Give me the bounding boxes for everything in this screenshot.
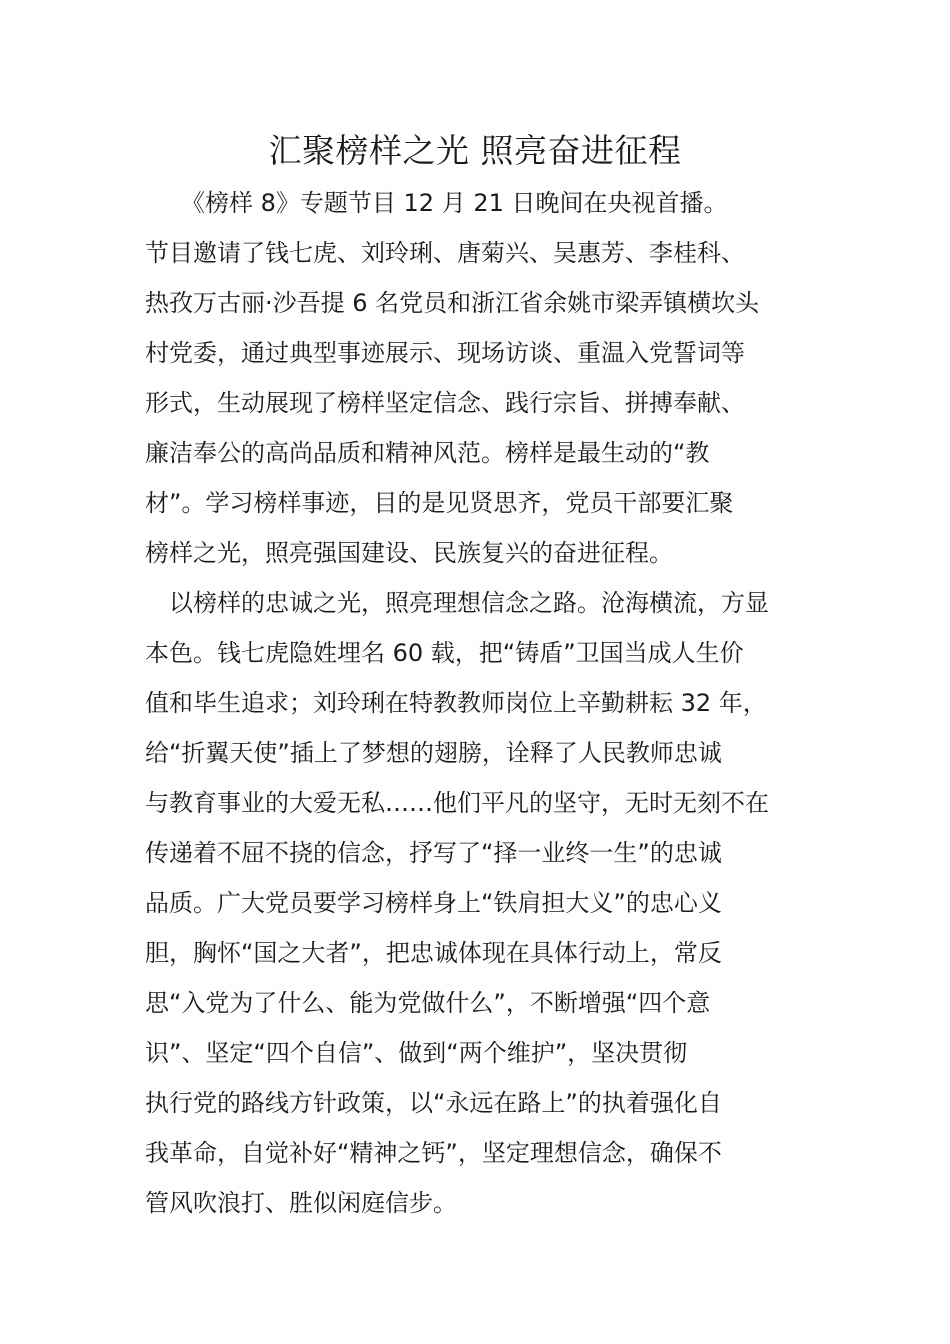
text-line: 我革命，自觉补好“精神之钙”，坚定理想信念，确保不 [145,1139,722,1167]
text-line: 热孜万古丽·沙吾提 6 名党员和浙江省余姚市梁弄镇横坎头 [145,289,760,317]
text-line: 节目邀请了钱七虎、刘玲琍、唐菊兴、吴惠芳、李桂科、 [145,239,745,267]
text-line: 材”。学习榜样事迹，目的是见贤思齐，党员干部要汇聚 [145,489,734,517]
text-line: 本色。钱七虎隐姓埋名 60 载，把“铸盾”卫国当成人生价 [145,639,744,667]
text-line: 给“折翼天使”插上了梦想的翅膀，诠释了人民教师忠诚 [145,739,722,767]
text-line: 榜样之光，照亮强国建设、民族复兴的奋进征程。 [145,539,673,567]
text-line: 《榜样 8》专题节目 12 月 21 日晚间在央视首播。 [145,189,728,217]
text-line: 思“入党为了什么、能为党做什么”，不断增强“四个意 [145,989,711,1017]
text-line: 品质。广大党员要学习榜样身上“铁肩担大义”的忠心义 [145,889,722,917]
text-line: 传递着不屈不挠的信念，抒写了“择一业终一生”的忠诚 [145,839,722,867]
document-body [145,178,825,1228]
text-line: 以榜样的忠诚之光，照亮理想信念之路。沧海横流，方显 [145,589,769,617]
text-line: 胆，胸怀“国之大者”，把忠诚体现在具体行动上，常反 [145,939,722,967]
document-title: 汇聚榜样之光 照亮奋进征程 [268,131,682,170]
text-line: 廉洁奉公的高尚品质和精神风范。榜样是最生动的“教 [145,439,710,467]
text-line: 形式，生动展现了榜样坚定信念、践行宗旨、拼搏奉献、 [145,389,745,417]
text-line: 村党委，通过典型事迹展示、现场访谈、重温入党誓词等 [145,339,745,367]
text-line: 识”、坚定“四个自信”、做到“两个维护”，坚决贯彻 [145,1039,688,1067]
text-line: 执行党的路线方针政策，以“永远在路上”的执着强化自 [145,1089,722,1117]
text-line: 值和毕生追求；刘玲琍在特教教师岗位上辛勤耕耘 32 年， [145,689,767,717]
text-line: 管风吹浪打、胜似闲庭信步。 [145,1189,457,1217]
text-line: 与教育事业的大爱无私……他们平凡的坚守，无时无刻不在 [145,789,769,817]
